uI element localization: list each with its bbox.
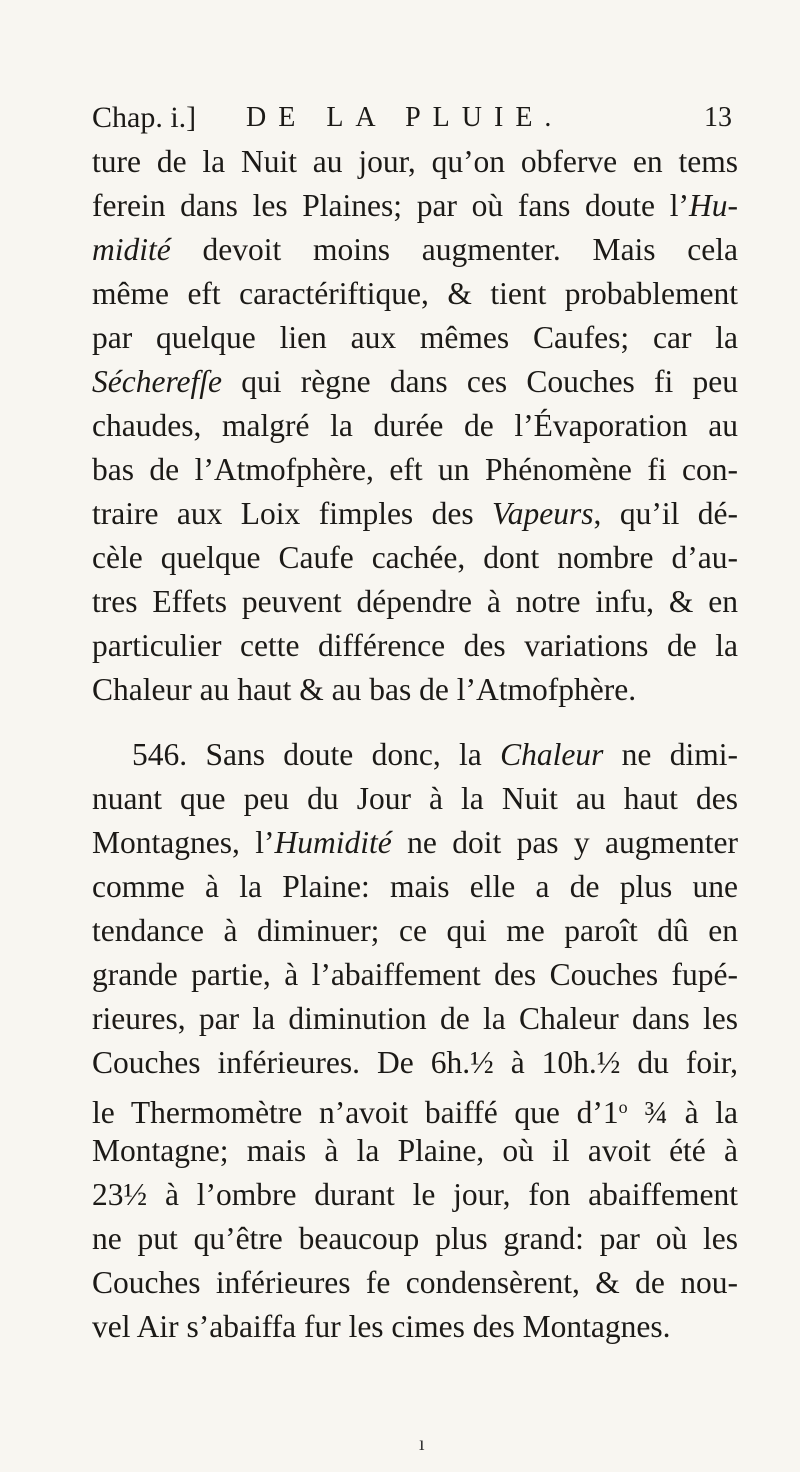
text-line: même eft caractériftique, & tient probablement: [92, 276, 738, 311]
chapter-reference: Chap. i.]: [92, 101, 197, 134]
text-line: le Thermomètre n’avoit baiffé que d’1$^o$ ¾ à la: [92, 1095, 738, 1130]
text-line: ferein dans les Plaines; par où fans doute l’Hu-: [92, 188, 738, 223]
text-line: Couches inférieures. De 6h.½ à 10h.½ du foir,: [92, 1045, 738, 1080]
running-head: [92, 96, 732, 140]
text-line: 23½ à l’ombre durant le jour, fon abaiffement: [92, 1177, 738, 1212]
text-line: comme à la Plaine: mais elle a de plus une: [92, 869, 738, 904]
text-line: par quelque lien aux mêmes Caufes; car la: [92, 320, 738, 355]
text-line: Montagnes, l’Humidité ne doit pas y augmenter: [92, 825, 738, 860]
text-line: rieures, par la diminution de la Chaleur dans les: [92, 1001, 738, 1036]
text-line: grande partie, à l’abaiffement des Couches fupé-: [92, 957, 738, 992]
text-line: bas de l’Atmofphère, eft un Phénomène fi con-: [92, 452, 738, 487]
signature-mark: ı: [419, 1433, 425, 1455]
text-line: cèle quelque Caufe cachée, dont nombre d’au-: [92, 540, 738, 575]
text-line: Sécherefſe qui règne dans ces Couches fi peu: [92, 364, 738, 399]
text-line: Montagne; mais à la Plaine, où il avoit été à: [92, 1133, 738, 1168]
text-line: ture de la Nuit au jour, qu’on obferve en tems: [92, 144, 738, 179]
text-line: tendance à diminuer; ce qui me paroît dû en: [92, 913, 738, 948]
text-line: vel Air s’abaiffa fur les cimes des Montagnes.: [92, 1309, 671, 1344]
text-line: Couches inférieures fe condensèrent, & de nou-: [92, 1265, 738, 1300]
text-line: traire aux Loix fimples des Vapeurs, qu’il dé-: [92, 496, 738, 531]
text-line: nuant que peu du Jour à la Nuit au haut des: [92, 781, 738, 816]
page-number: 13: [704, 102, 732, 133]
text-line: midité devoit moins augmenter. Mais cela: [92, 232, 738, 267]
running-title: DE LA PLUIE.: [246, 102, 564, 133]
text-line: particulier cette différence des variations de la: [92, 628, 738, 663]
text-line: ne put qu’être beaucoup plus grand: par où les: [92, 1221, 738, 1256]
text-line: Chaleur au haut & au bas de l’Atmofphère.: [92, 672, 637, 707]
text-line: chaudes, malgré la durée de l’Évaporation au: [92, 408, 738, 443]
section-546-first-line: 546. Sans doute donc, la Chaleur ne dimi-: [132, 737, 738, 772]
text-line: tres Effets peuvent dépendre à notre infu, & en: [92, 584, 738, 619]
